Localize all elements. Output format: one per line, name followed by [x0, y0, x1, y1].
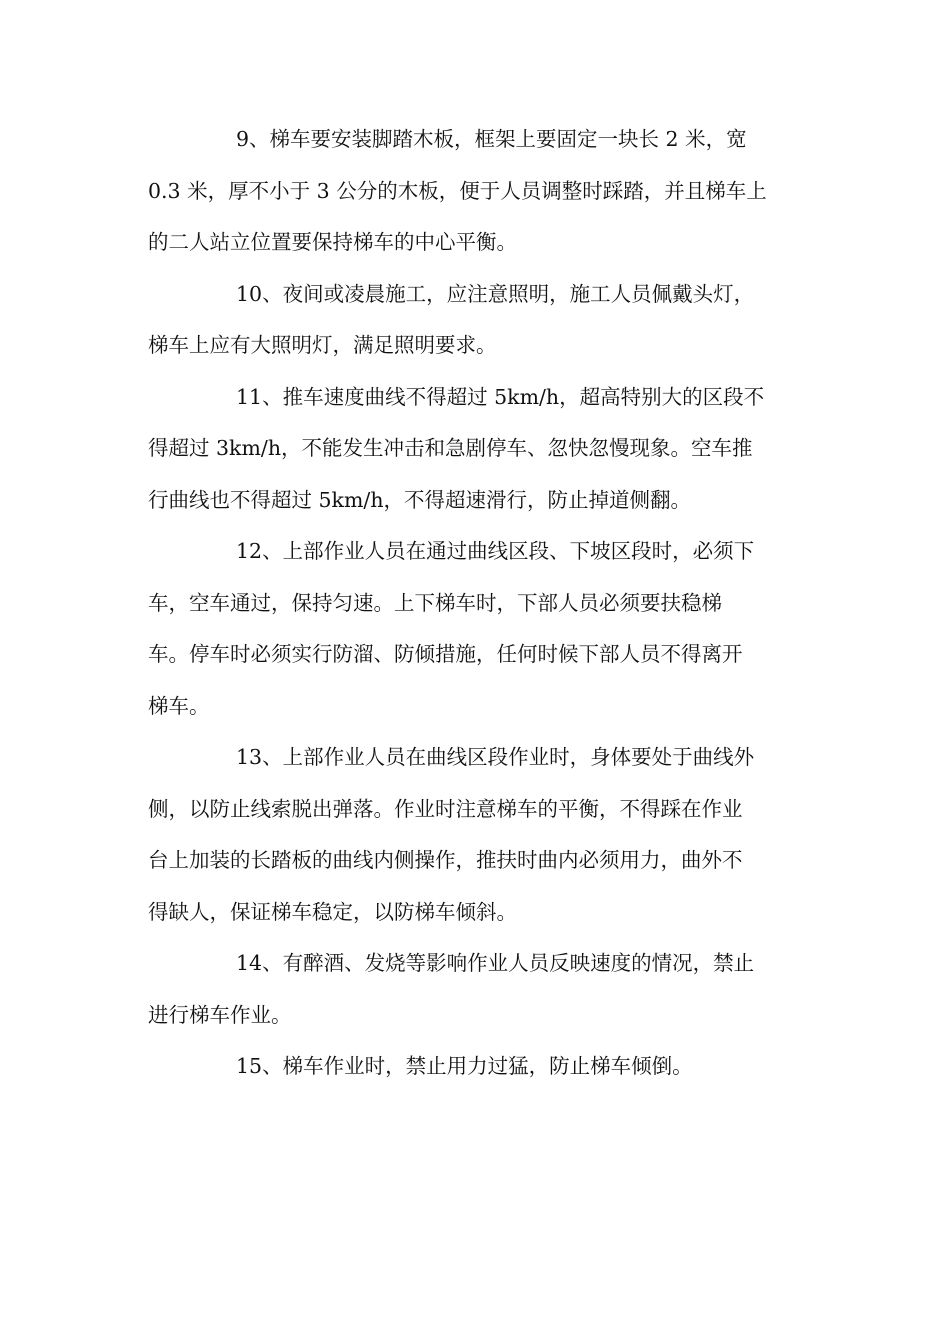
paragraph-line: 10、夜间或凌晨施工，应注意照明，施工人员佩戴头灯，	[236, 281, 755, 306]
paragraph-line: 梯车上应有大照明灯，满足照明要求。	[148, 333, 497, 357]
document-body	[148, 114, 803, 1093]
paragraph-item-11	[148, 372, 803, 527]
paragraph-line: 13、上部作业人员在曲线区段作业时，身体要处于曲线外	[236, 745, 755, 769]
paragraph-line: 车，空车通过，保持匀速。上下梯车时，下部人员必须要扶稳梯	[148, 590, 722, 615]
paragraph-item-15	[148, 1041, 803, 1093]
paragraph-line: 0.3 米，厚不小于 3 公分的木板，便于人员调整时踩踏，并且梯车上	[148, 178, 767, 203]
paragraph-line: 得缺人，保证梯车稳定，以防梯车倾斜。	[148, 899, 517, 924]
paragraph-line: 侧，以防止线索脱出弹落。作业时注意梯车的平衡，不得踩在作业	[148, 796, 743, 821]
paragraph-item-9	[148, 114, 803, 269]
paragraph-line: 12、上部作业人员在通过曲线区段、下坡区段时，必须下	[236, 539, 755, 563]
paragraph-line: 的二人站立位置要保持梯车的中心平衡。	[148, 230, 517, 254]
paragraph-line: 梯车。	[148, 693, 210, 718]
paragraph-line: 进行梯车作业。	[148, 1002, 292, 1027]
paragraph-line: 台上加装的长踏板的曲线内侧操作，推扶时曲内必须用力，曲外不	[148, 848, 743, 872]
paragraph-item-13	[148, 732, 803, 938]
paragraph-line: 14、有醉酒、发烧等影响作业人员反映速度的情况，禁止	[236, 951, 755, 975]
paragraph-line: 得超过 3km/h，不能发生冲击和急剧停车、忽快忽慢现象。空车推	[148, 436, 753, 460]
paragraph-line: 9、梯车要安装脚踏木板，框架上要固定一块长 2 米，宽	[236, 127, 747, 151]
paragraph-item-12	[148, 526, 803, 732]
paragraph-line: 11、推车速度曲线不得超过 5km/h，超高特别大的区段不	[236, 384, 765, 409]
paragraph-line: 行曲线也不得超过 5km/h，不得超速滑行，防止掉道侧翻。	[148, 487, 692, 512]
paragraph-line: 15、梯车作业时，禁止用力过猛，防止梯车倾倒。	[236, 1054, 693, 1078]
paragraph-line: 车。停车时必须实行防溜、防倾措施，任何时候下部人员不得离开	[148, 642, 743, 666]
paragraph-item-10	[148, 269, 803, 372]
paragraph-item-14	[148, 938, 803, 1041]
